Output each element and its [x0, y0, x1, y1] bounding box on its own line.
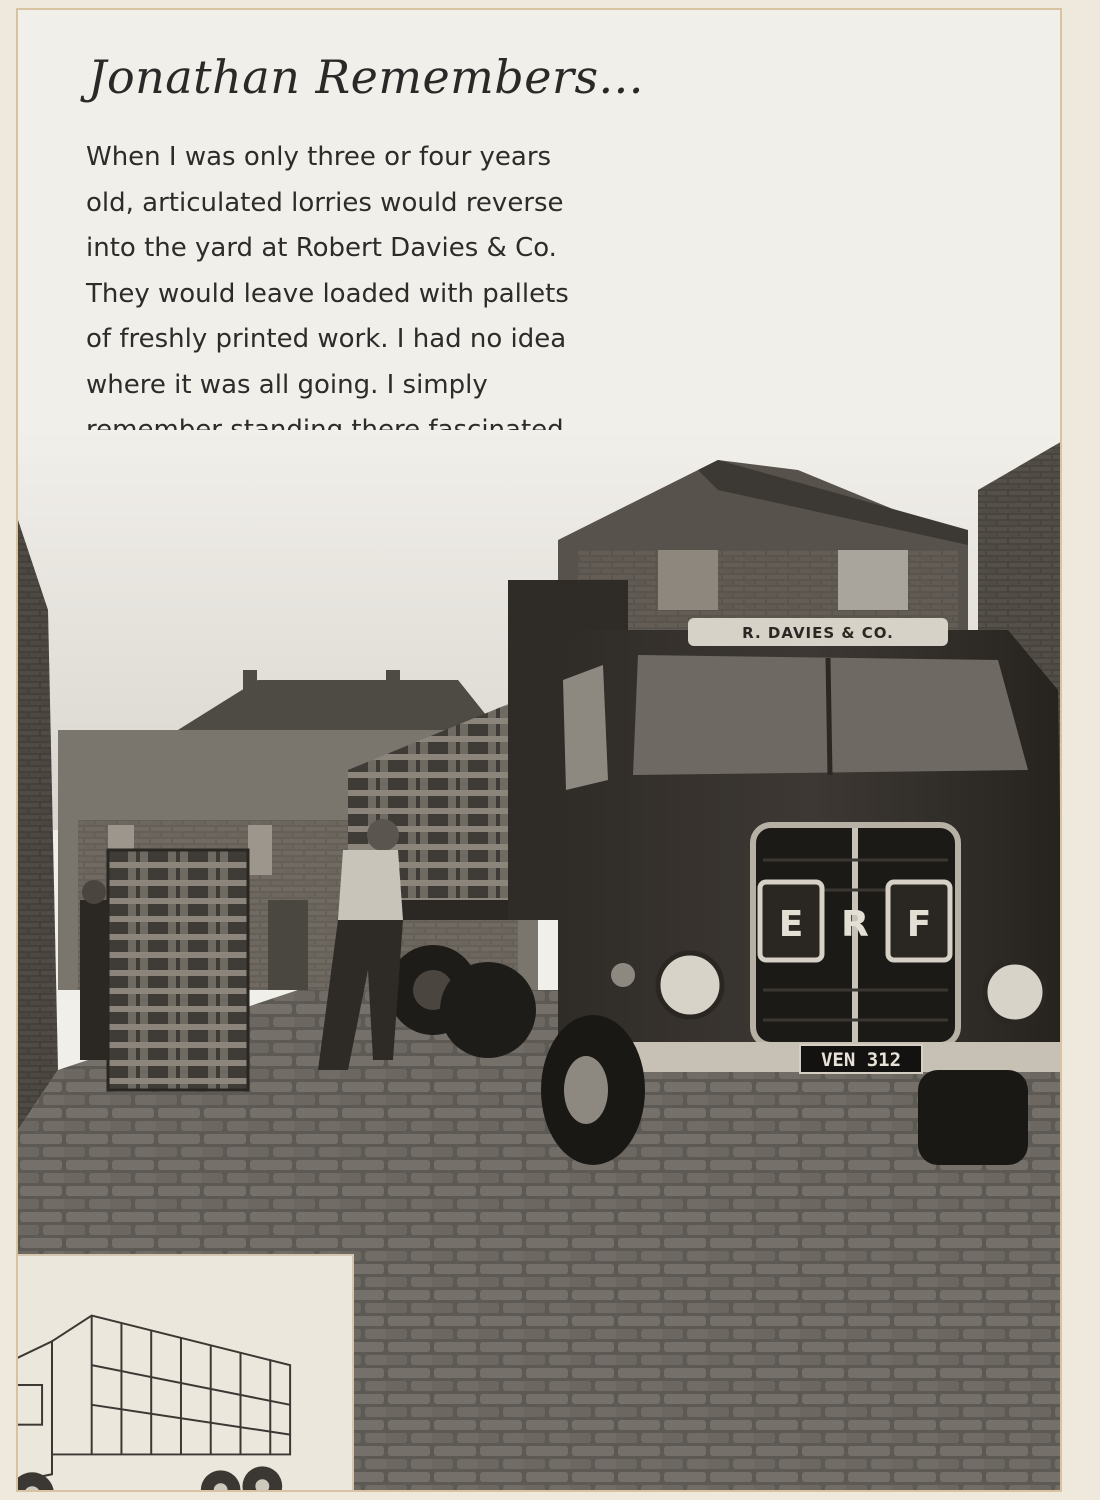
memoir-line: of freshly printed work. I had no idea	[86, 324, 567, 354]
memoir-line: where it was all going. I simply	[86, 369, 488, 400]
page-title: Jonathan Remembers...	[88, 50, 644, 104]
grille-letter-r: R	[841, 904, 869, 945]
cab-sign-text: R. DAVIES & CO.	[742, 624, 894, 642]
number-plate-text: VEN 312	[820, 1049, 902, 1071]
memoir-line: They would leave loaded with pallets	[86, 278, 569, 309]
memoir-page	[16, 8, 1062, 1492]
lorry-sketch-illustration	[16, 1254, 354, 1492]
memoir-line: When I was only three or four years	[86, 142, 552, 172]
memoir-line: into the yard at Robert Davies & Co.	[86, 233, 557, 263]
grille-letter-f: F	[906, 904, 932, 945]
memoir-line: old, articulated lorries would reverse	[86, 187, 564, 218]
grille-letter-e: E	[778, 904, 804, 945]
